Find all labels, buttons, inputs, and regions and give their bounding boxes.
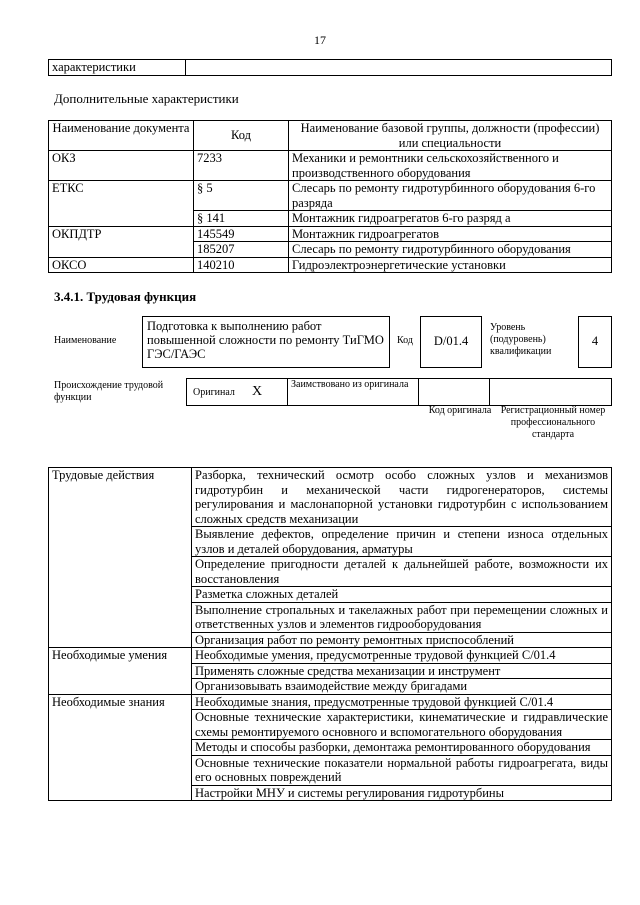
item-cell: Разборка, технический осмотр особо сложных узлов и механизмов гидротурбин и механической части гидрогенераторов, системы регулирования и маслонапорной установки гидротурбин с использованием сложных средств механизации bbox=[192, 468, 612, 527]
original-cell bbox=[187, 379, 288, 406]
header-code: Код bbox=[194, 121, 289, 151]
code-value: D/01.4 bbox=[433, 334, 469, 348]
origin-code-cell bbox=[419, 379, 490, 406]
table-row bbox=[49, 694, 612, 710]
group-cell: Слесарь по ремонту гидротурбинного оборудования bbox=[289, 242, 612, 258]
section-title: 3.4.1. Трудовая функция bbox=[54, 289, 197, 304]
table-row bbox=[49, 257, 612, 273]
group-cell: Гидроэлектроэнергетические установки bbox=[289, 257, 612, 273]
doc-cell: ОКЗ bbox=[49, 151, 194, 181]
item-cell: Определение пригодности деталей к дальнейшей работе, возможности их восстановления bbox=[192, 557, 612, 587]
code-cell: § 5 bbox=[194, 181, 289, 211]
origin-table bbox=[186, 378, 612, 406]
doc-cell: ОКПДТР bbox=[49, 226, 194, 257]
level-box bbox=[578, 316, 612, 368]
code-caption: Код оригинала bbox=[428, 405, 492, 416]
original-mark: X bbox=[252, 384, 263, 400]
reg-caption: Регистрационный номер профессионального стандарта bbox=[500, 405, 606, 440]
level-value: 4 bbox=[591, 334, 599, 348]
top-row-right bbox=[186, 60, 612, 76]
group-cell: Монтажник гидроагрегатов bbox=[289, 226, 612, 242]
item-cell: Разметка сложных деталей bbox=[192, 587, 612, 603]
additional-title: Дополнительные характеристики bbox=[54, 91, 239, 106]
table-row bbox=[49, 468, 612, 527]
doc-cell: ОКСО bbox=[49, 257, 194, 273]
table-row bbox=[49, 181, 612, 211]
group-cell: Монтажник гидроагрегатов 6-го разряд а bbox=[289, 211, 612, 227]
additional-header-row bbox=[49, 121, 612, 151]
group-cell: Слесарь по ремонту гидротурбинного оборудования 6-го разряда bbox=[289, 181, 612, 211]
category-cell: Необходимые знания bbox=[49, 694, 192, 801]
top-continuation-table bbox=[48, 59, 612, 76]
table-row bbox=[49, 648, 612, 664]
category-cell: Трудовые действия bbox=[49, 468, 192, 648]
item-cell: Выполнение стропальных и такелажных работ при перемещении сложных и ответственных узлов и элементов гидрооборудования bbox=[192, 602, 612, 632]
doc-cell: ЕТКС bbox=[49, 181, 194, 227]
item-cell: Выявление дефектов, определение причин и степени износа отдельных узлов и деталей оборудования, арматуры bbox=[192, 527, 612, 557]
origin-reg-cell bbox=[490, 379, 612, 406]
name-label: Наименование bbox=[54, 335, 117, 346]
page-number: 17 bbox=[314, 33, 326, 47]
original-label: Оригинал bbox=[193, 387, 235, 399]
function-name-box bbox=[142, 316, 390, 368]
table-row bbox=[49, 151, 612, 181]
code-cell: 7233 bbox=[194, 151, 289, 181]
function-name-value: Подготовка к выполнению работ повышенной сложности по ремонту ТиГМО ГЭС/ГАЭС bbox=[147, 319, 384, 361]
additional-table bbox=[48, 120, 612, 273]
item-cell: Основные технические показатели нормальной работы гидроагрегата, виды его основных повреждений bbox=[192, 755, 612, 785]
item-cell: Необходимые умения, предусмотренные трудовой функцией С/01.4 bbox=[192, 648, 612, 664]
code-box bbox=[420, 316, 482, 368]
category-cell: Необходимые умения bbox=[49, 648, 192, 695]
item-cell: Основные технические характеристики, кинематические и гидравлические схемы ремонтируемого основного и вспомогательного оборудования bbox=[192, 710, 612, 740]
group-cell: Механики и ремонтники сельскохозяйственного и производственного оборудования bbox=[289, 151, 612, 181]
item-cell: Настройки МНУ и системы регулирования гидротурбины bbox=[192, 785, 612, 801]
main-table bbox=[48, 467, 612, 801]
table-row bbox=[49, 226, 612, 242]
item-cell: Применять сложные средства механизации и инструмент bbox=[192, 663, 612, 679]
origin-label: Происхождение трудовой функции bbox=[54, 380, 164, 403]
borrowed-label: Заимствовано из оригинала bbox=[288, 379, 419, 406]
item-cell: Организация работ по ремонту ремонтных приспособлений bbox=[192, 632, 612, 648]
code-cell: 140210 bbox=[194, 257, 289, 273]
item-cell: Организовывать взаимодействие между бригадами bbox=[192, 679, 612, 695]
top-row-left: характеристики bbox=[49, 60, 186, 76]
header-doc: Наименование документа bbox=[49, 121, 194, 151]
level-label: Уровень (подуровень) квалификации bbox=[490, 322, 552, 357]
code-cell: 145549 bbox=[194, 226, 289, 242]
code-label: Код bbox=[397, 335, 413, 346]
header-group: Наименование базовой группы, должности (профессии) или специальности bbox=[289, 121, 612, 151]
item-cell: Необходимые знания, предусмотренные трудовой функцией С/01.4 bbox=[192, 694, 612, 710]
code-cell: 185207 bbox=[194, 242, 289, 258]
item-cell: Методы и способы разборки, демонтажа ремонтированного оборудования bbox=[192, 740, 612, 756]
code-cell: § 141 bbox=[194, 211, 289, 227]
